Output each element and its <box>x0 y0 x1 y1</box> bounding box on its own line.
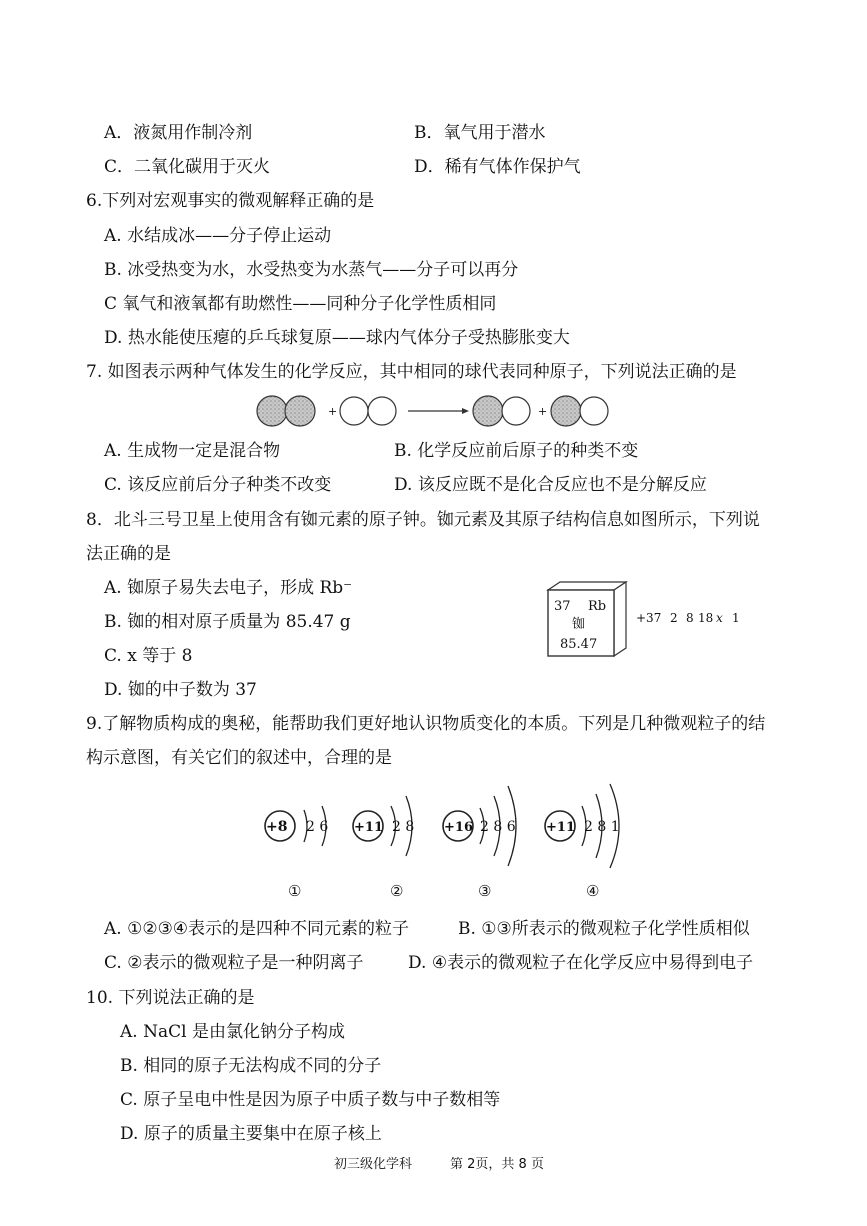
plus-sign-2: + <box>538 405 548 418</box>
rb-shell-2: 8 <box>686 611 694 625</box>
q10-option-c: C. 原子呈电中性是因为原子中质子数与中子数相等 <box>120 1090 501 1110</box>
q8-option-c: C. x 等于 8 <box>104 646 193 666</box>
particle-1-shells: 2 6 <box>306 819 329 835</box>
q8-option-a: A. 铷原子易失去电子，形成 Rb⁻ <box>104 578 353 598</box>
q10-stem: 10. 下列说法正确的是 <box>86 988 255 1008</box>
q9-option-a: A. ①②③④表示的是四种不同元素的粒子 <box>104 919 410 939</box>
q9-stem-line1: 9.了解物质构成的奥秘，能帮助我们更好地认识物质变化的本质。下列是几种微观粒子的结 <box>86 714 766 734</box>
reaction-arrow <box>408 408 469 414</box>
q10-option-b: B. 相同的原子无法构成不同的分子 <box>120 1056 382 1076</box>
rubidium-atom-structure <box>634 600 769 636</box>
particle-structure-diagrams <box>250 780 650 908</box>
particle-4-label: ④ <box>586 882 600 900</box>
q5-option-d: D．稀有气体作保护气 <box>414 157 581 177</box>
q6-option-a: A. 水结成冰——分子停止运动 <box>104 226 332 246</box>
q5-option-c: C．二氧化碳用于灭火 <box>104 157 271 177</box>
rb-shell-5: 1 <box>732 611 740 625</box>
q9-option-c: C. ②表示的微观粒子是一种阴离子 <box>104 953 364 973</box>
q5-option-a: A．液氮用作制冷剂 <box>104 123 253 143</box>
q7-option-a: A. 生成物一定是混合物 <box>104 441 281 461</box>
particle-4-shells: 2 8 1 <box>584 819 620 835</box>
q9-option-b: B. ①③所表示的微观粒子化学性质相似 <box>458 919 750 939</box>
q8-stem-line2: 法正确的是 <box>86 544 171 564</box>
reactant-molecule-1 <box>257 396 315 426</box>
reaction-diagram <box>250 392 620 430</box>
plus-sign-1: + <box>328 405 338 418</box>
product-molecule-2 <box>551 396 608 426</box>
rb-nucleus-charge: +37 <box>636 611 662 625</box>
atomic-mass: 85.47 <box>560 637 598 652</box>
particle-2-nucleus: +11 <box>354 820 383 835</box>
q6-option-d: D. 热水能使压瘪的乒乓球复原——球内气体分子受热膨胀变大 <box>104 328 570 348</box>
q7-stem: 7. 如图表示两种气体发生的化学反应，其中相同的球代表同种原子，下列说法正确的是 <box>86 362 737 382</box>
particle-4 <box>545 784 620 900</box>
atomic-number: 37 <box>554 599 571 614</box>
element-name: 铷 <box>572 617 586 632</box>
particle-1 <box>265 806 328 900</box>
particle-3-label: ③ <box>478 882 492 900</box>
footer-subject: 初三级化学科 <box>334 1157 413 1172</box>
product-molecule-1 <box>473 396 530 426</box>
q6-option-c: C 氧气和液氧都有助燃性——同种分子化学性质相同 <box>104 294 497 314</box>
particle-3-nucleus: +16 <box>444 820 473 835</box>
rb-shell-1: 2 <box>670 611 678 625</box>
particle-2-label: ② <box>390 882 404 900</box>
q7-option-d: D. 该反应既不是化合反应也不是分解反应 <box>394 475 707 495</box>
footer-page-number: 第 2页，共 8 页 <box>450 1157 544 1172</box>
q10-option-d: D. 原子的质量主要集中在原子核上 <box>120 1124 382 1144</box>
q9-option-d: D. ④表示的微观粒子在化学反应中易得到电子 <box>408 953 754 973</box>
q7-option-b: B. 化学反应前后原子的种类不变 <box>394 441 639 461</box>
particle-1-nucleus: +8 <box>266 819 288 835</box>
q8-stem-line1: 8．北斗三号卫星上使用含有铷元素的原子钟。铷元素及其原子结构信息如图所示，下列说 <box>86 510 760 530</box>
q6-option-b: B. 冰受热变为水，水受热变为水蒸气——分子可以再分 <box>104 260 519 280</box>
element-symbol: Rb <box>588 599 607 614</box>
particle-2 <box>353 796 414 900</box>
q6-stem: 6.下列对宏观事实的微观解释正确的是 <box>86 191 375 211</box>
reactant-molecule-2 <box>340 397 396 425</box>
particle-3 <box>443 786 516 900</box>
q7-option-c: C. 该反应前后分子种类不改变 <box>104 475 332 495</box>
q8-option-b: B. 铷的相对原子质量为 85.47 g <box>104 612 351 632</box>
q8-option-d: D. 铷的中子数为 37 <box>104 680 257 700</box>
particle-1-label: ① <box>288 882 302 900</box>
particle-3-shells: 2 8 6 <box>480 819 516 835</box>
particle-2-shells: 2 8 <box>392 819 415 835</box>
q5-option-b: B．氧气用于潜水 <box>414 123 546 143</box>
rb-shell-3: 18 <box>698 611 714 625</box>
rubidium-element-card <box>540 580 630 660</box>
rb-shell-4: x <box>716 611 723 625</box>
q9-stem-line2: 构示意图，有关它们的叙述中，合理的是 <box>86 748 392 768</box>
q10-option-a: A. NaCl 是由氯化钠分子构成 <box>120 1022 345 1042</box>
particle-4-nucleus: +11 <box>546 820 575 835</box>
